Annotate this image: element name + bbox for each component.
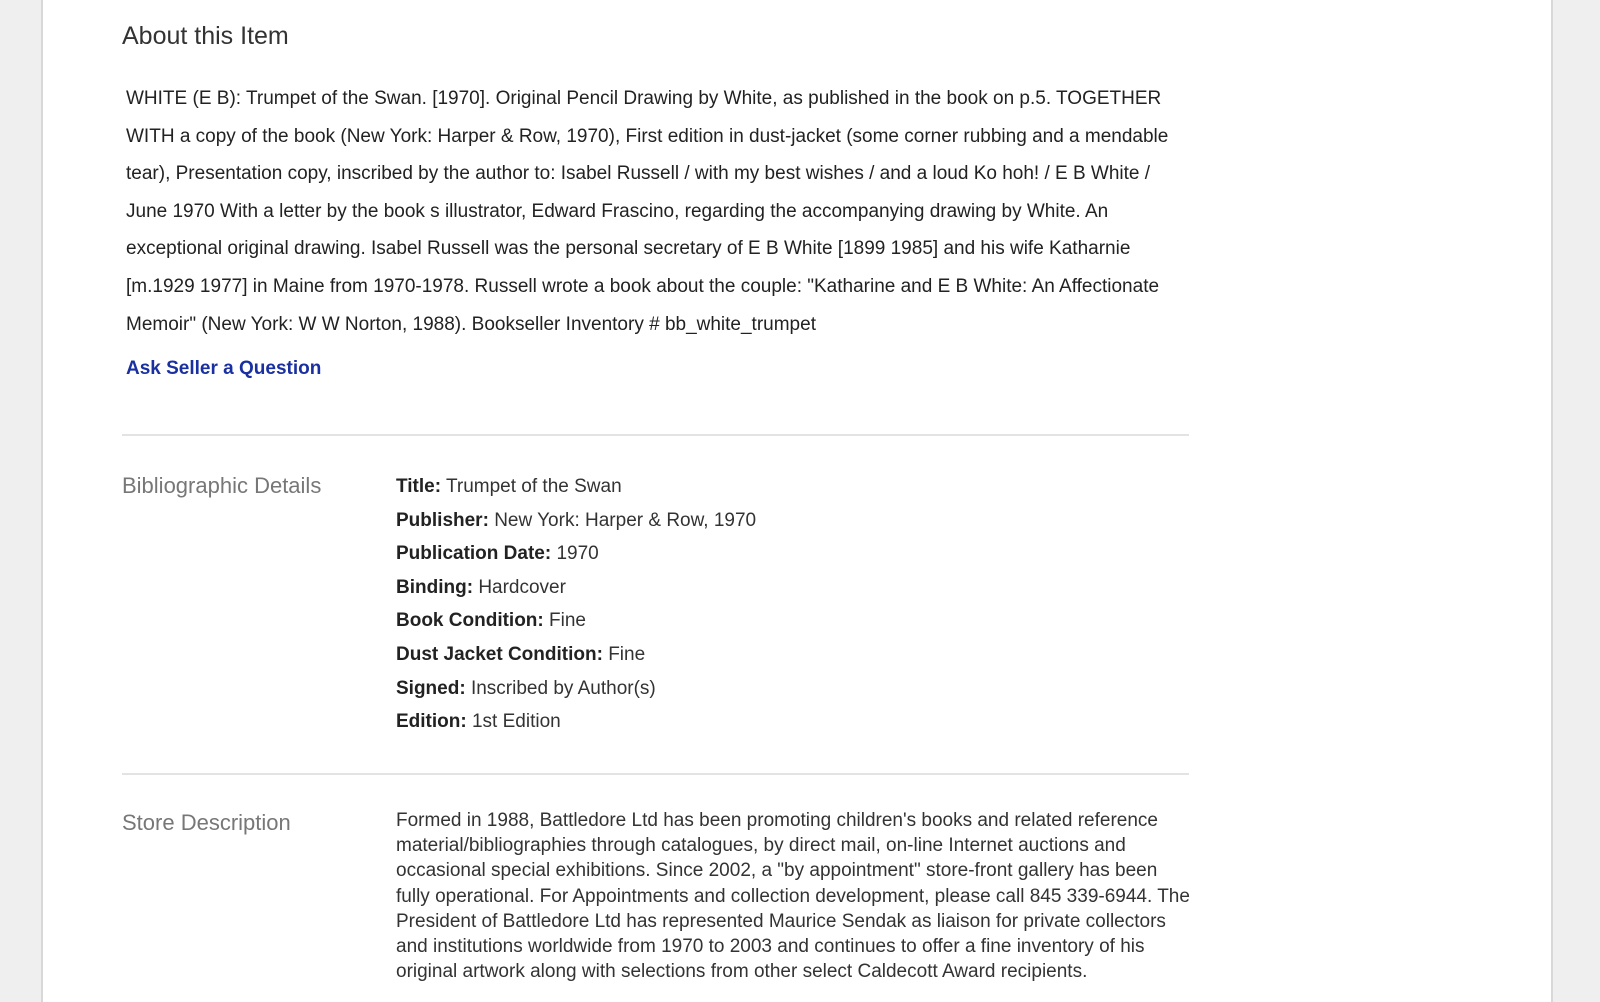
detail-publication-date xyxy=(396,537,756,571)
section-divider xyxy=(122,773,1189,775)
ask-seller-question-link[interactable]: Ask Seller a Question xyxy=(126,358,322,379)
bibliographic-details-list xyxy=(396,470,756,739)
detail-key: Book Condition: xyxy=(396,610,544,632)
detail-value: 1970 xyxy=(556,543,599,565)
detail-book-condition xyxy=(396,604,756,638)
detail-edition xyxy=(396,705,756,739)
section-divider xyxy=(122,434,1189,436)
detail-key: Publisher: xyxy=(396,509,489,531)
item-details-panel xyxy=(41,0,1553,1002)
detail-key: Binding: xyxy=(396,576,474,598)
detail-value: Hardcover xyxy=(478,576,566,598)
about-item-heading: About this Item xyxy=(122,22,289,50)
detail-value: Inscribed by Author(s) xyxy=(470,677,656,699)
detail-binding xyxy=(396,571,756,605)
detail-key: Publication Date: xyxy=(396,543,552,565)
detail-publisher xyxy=(396,504,756,538)
item-description: WHITE (E B): Trumpet of the Swan. [1970]. Original Pencil Drawing by White, as published in the book on p.5. TOGETHER WITH a copy of the book (New York: Harper & Row, 1970), First edition in dust-jacket (some corner rubbing and a mendable tear), Presentation copy, inscribed by the author to: Isabel Russell / with my best wishes / and a loud Ko hoh! / E B White / June 1970 With a letter by the book s illustrator, Edward Frascino, regarding the accompanying drawing by White. An exceptional original drawing. Isabel Russell was the personal secretary of E B White [1899 1985] and his wife Katharnie [m.1929 1977] in Maine from 1970-1978. Russell wrote a book about the couple: "Katharine and E B White: An Affectionate Memoir" (New York: W W Norton, 1988). Bookseller Inventory # bb_white_trumpet xyxy=(126,88,1169,335)
detail-value: 1st Edition xyxy=(471,711,561,733)
detail-value: Trumpet of the Swan xyxy=(445,476,622,497)
detail-key: Title: xyxy=(396,476,442,497)
detail-key: Dust Jacket Condition: xyxy=(396,643,603,665)
detail-key: Edition: xyxy=(396,711,467,733)
store-description-text: Formed in 1988, Battledore Ltd has been promoting children's books and related reference material/bibliographies through catalogues, by direct mail, on-line Internet auctions and occasional special exhibitions. Since 2002, a "by appointment" store-front gallery has been fully operational. For Appointments and collection development, please call 845 339-6944. The President of Battledore Ltd has represented Maurice Sendak as liaison for private collectors and institutions worldwide from 1970 to 2003 and continues to offer a fine inventory of his original artwork along with selections from other select Caldecott Award recipients. xyxy=(396,810,1190,983)
detail-value: New York: Harper & Row, 1970 xyxy=(494,509,757,531)
detail-title xyxy=(396,470,756,504)
detail-value: Fine xyxy=(549,610,586,632)
bibliographic-details-label: Bibliographic Details xyxy=(122,473,322,498)
detail-key: Signed: xyxy=(396,677,466,699)
store-description-label: Store Description xyxy=(122,810,291,835)
detail-signed xyxy=(396,672,756,706)
detail-value: Fine xyxy=(608,643,646,665)
detail-dust-jacket-condition xyxy=(396,638,756,672)
